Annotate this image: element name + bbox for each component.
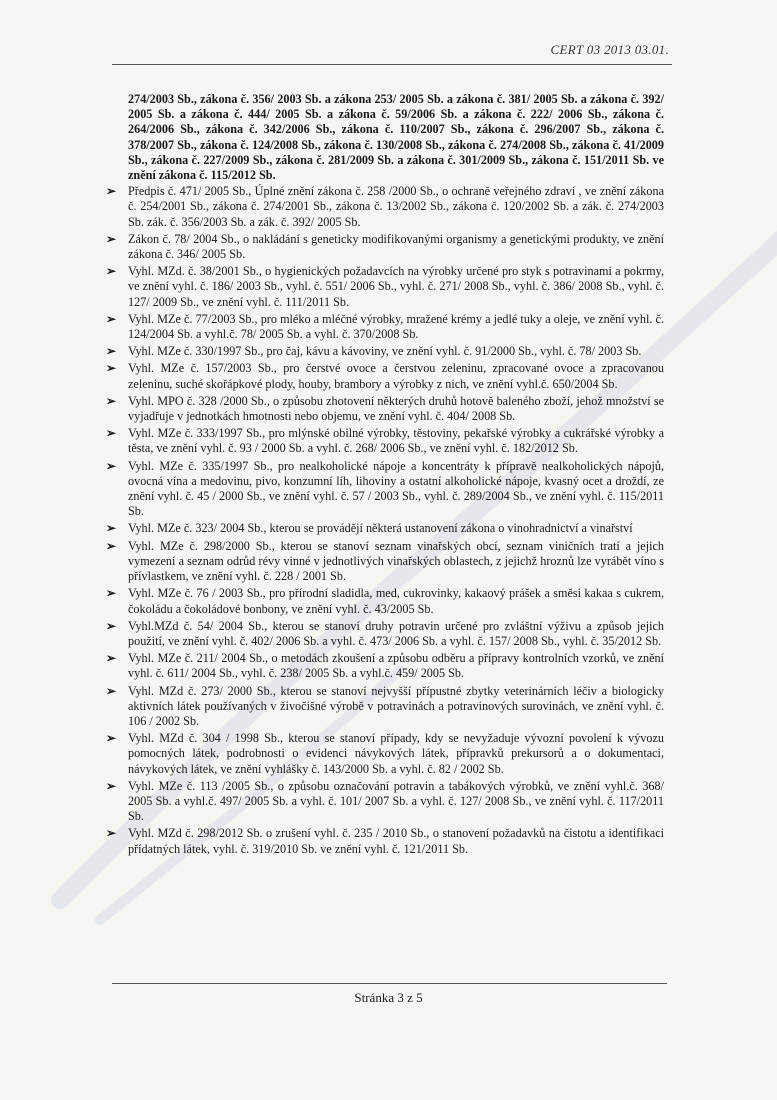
list-item-text: Vyhl. MZd č. 304 / 1998 Sb., kterou se stanoví případy, kdy se nevyžaduje vývozní povolení k vývozu pomocných látek, podrobnosti o evidenci návykových látek, přípravků prekursorů a o dokumentaci, návykových látek, ve znění vyhlášky č. 143/2000 Sb. a vyhl. č. 82 / 2002 Sb. bbox=[128, 731, 664, 776]
list-item bbox=[106, 619, 664, 649]
list-item-text: Vyhl. MZd č. 273/ 2000 Sb., kterou se stanoví nejvyšší přípustné zbytky veterinárních léčiv a biologicky aktivních látek používaných v živočišné výrobě v potravinách a potravinových surovinách, ve znění vyhl. č. 106 / 2002 Sb. bbox=[128, 683, 664, 728]
list-item-text: Předpis č. 471/ 2005 Sb., Úplné znění zákona č. 258 /2000 Sb., o ochraně veřejného zdraví , ve znění zákona č. 254/2001 Sb., zákona č. 274/2001 Sb., zákona č. 13/2002 Sb., zákona č. 120/2002 Sb. a zák. č. 274/2003 Sb. zák. č. 356/2003 Sb. a zák. č. 392/ 2005 Sb. bbox=[128, 184, 664, 229]
bullet-arrow-icon: ➢ bbox=[106, 361, 117, 376]
list-item bbox=[106, 651, 664, 681]
list-item bbox=[106, 586, 664, 616]
list-item-text: Vyhl. MZe č. 211/ 2004 Sb., o metodách zkoušení a způsobu odběru a přípravy kontrolních vzorků, ve znění vyhl. č. 611/ 2004 Sb., vyhl. č. 238/ 2005 Sb. a vyhl.č. 459/ 2005 Sb. bbox=[128, 651, 664, 681]
list-item-text: Vyhl. MZe č. 77/2003 Sb., pro mléko a mléčné výrobky, mražené krémy a jedlé tuky a oleje, ve znění vyhl. č. 124/2004 Sb. a vyhl.č. 78/ 2005 Sb. a vyhl. č. 370/2008 Sb. bbox=[128, 311, 664, 342]
page-body bbox=[106, 92, 664, 859]
bullet-arrow-icon: ➢ bbox=[106, 778, 117, 793]
list-item-text: Vyhl. MZd. č. 38/2001 Sb., o hygienických požadavcích na výrobky určené pro styk s potravinami a pokrmy, ve znění vyhl. č. 186/ 2003 Sb., vyhl. č. 551/ 2006 Sb., vyhl. č. 271/ 2008 Sb., vyhl. č. 386/ 2008 Sb., vyhl. č. 127/ 2009 Sb., ve znění vyhl. č. 111/2011 Sb. bbox=[128, 264, 664, 309]
bullet-arrow-icon: ➢ bbox=[106, 731, 117, 746]
list-item bbox=[106, 426, 664, 456]
list-item bbox=[106, 521, 664, 536]
bullet-arrow-icon: ➢ bbox=[106, 426, 117, 441]
bullet-arrow-icon: ➢ bbox=[106, 458, 117, 473]
bullet-arrow-icon: ➢ bbox=[106, 651, 117, 666]
bullet-arrow-icon: ➢ bbox=[106, 521, 117, 536]
list-item bbox=[106, 232, 664, 262]
bullet-arrow-icon: ➢ bbox=[106, 826, 117, 841]
list-item-text: Vyhl. MZe č. 298/2000 Sb., kterou se stanoví seznam vinařských obcí, seznam viničních tratí a jejich vymezení a seznam odrůd révy vinné v jednotlivých vinařských oblastech, z jejichž hroznů lze vyrábět víno s přívlastkem, ve znění vyhl. č. 228 / 2001 Sb. bbox=[128, 538, 664, 584]
bullet-arrow-icon: ➢ bbox=[106, 586, 117, 601]
bullet-arrow-icon: ➢ bbox=[106, 311, 117, 326]
list-item-text: Vyhl. MZe č. 330/1997 Sb., pro čaj, kávu a kávoviny, ve znění vyhl. č. 91/2000 Sb., vyhl. č. 78/ 2003 Sb. bbox=[128, 344, 642, 359]
list-item bbox=[106, 731, 664, 777]
list-item bbox=[106, 312, 664, 342]
bullet-arrow-icon: ➢ bbox=[106, 393, 117, 408]
list-item-text: Zákon č. 78/ 2004 Sb., o nakládání s geneticky modifikovanými organismy a genetickými produkty, ve znění zákona č. 346/ 2005 Sb. bbox=[128, 231, 664, 262]
bullet-arrow-icon: ➢ bbox=[106, 683, 117, 698]
list-item-text: Vyhl. MZe č. 323/ 2004 Sb., kterou se provádějí některá ustanovení zákona o vinohradnictví a vinařství bbox=[128, 521, 633, 536]
document-code-header: CERT 03 2013 03.01. bbox=[550, 42, 669, 57]
list-item-text: Vyhl. MZe č. 113 /2005 Sb., o způsobu označování potravin a tabákových výrobků, ve znění vyhl.č. 368/ 2005 Sb. a vyhl.č. 497/ 2005 Sb. a vyhl. č. 101/ 2007 Sb. a vyhl. č. 127/ 2008 Sb., ve znění vyhl. č. 117/2011 Sb. bbox=[128, 778, 664, 824]
list-item-text: Vyhl. MZd č. 298/2012 Sb. o zrušení vyhl. č. 235 / 2010 Sb., o stanovení požadavků na čistotu a identifikaci přídatných látek, vyhl. č. 319/2010 Sb. ve znění vyhl. č. 121/2011 Sb. bbox=[128, 826, 664, 856]
list-item bbox=[106, 394, 664, 424]
bullet-arrow-icon: ➢ bbox=[106, 618, 117, 633]
bullet-arrow-icon: ➢ bbox=[106, 231, 117, 246]
list-item bbox=[106, 539, 664, 585]
page-number: Stránka 3 z 5 bbox=[354, 990, 423, 1005]
bullet-arrow-icon: ➢ bbox=[106, 344, 117, 359]
legislation-list bbox=[106, 184, 664, 857]
list-item-text: Vyhl. MZe č. 333/1997 Sb., pro mlýnské obilné výrobky, těstoviny, pekařské výrobky a cukrářské výrobky a těsta, ve znění vyhl. č. 93 / 2000 Sb. a vyhl. č. 268/ 2006 Sb., ve znění vyhl. č. 182/2012 Sb. bbox=[128, 426, 664, 456]
intro-paragraph: 274/2003 Sb., zákona č. 356/ 2003 Sb. a zákona 253/ 2005 Sb. a zákona č. 381/ 2005 Sb. a zákona č. 392/ 2005 Sb. a zákona č. 444/ 2005 Sb. a zákona č. 59/2006 Sb. a zákona č. 222/ 2006 Sb., zákona č. 264/2006 Sb., zákona č. 342/2006 Sb., zákona č. 110/2007 Sb., zákona č. 296/2007 Sb., zákona č. 378/2007 Sb., zákona č. 124/2008 Sb., zákona č. 130/2008 Sb., zákona č. 274/2008 Sb., zákona č. 41/2009 Sb., zákona č. 227/2009 Sb., zákona č. 281/2009 Sb. a zákona č. 301/2009 Sb., zákona č. 151/2011 Sb. ve znění zákona č. 115/2012 Sb. bbox=[128, 92, 664, 183]
list-item bbox=[106, 361, 664, 391]
list-item-text: Vyhl. MZe č. 76 / 2003 Sb., pro přírodní sladidla, med, cukrovinky, kakaový prášek a směsi kakaa s cukrem, čokoládu a čokoládové bonbony, ve znění vyhl. č. 43/2005 Sb. bbox=[128, 586, 664, 616]
list-item bbox=[106, 184, 664, 230]
list-item bbox=[106, 779, 664, 825]
bullet-arrow-icon: ➢ bbox=[106, 184, 117, 199]
list-item-text: Vyhl. MZe č. 157/2003 Sb., pro čerstvé ovoce a čerstvou zeleninu, zpracované ovoce a zpracovanou zeleninu, suché skořápkové plody, houby, brambory a výrobky z nich, ve znění vyhl.č. 650/2004 Sb. bbox=[128, 361, 664, 391]
bullet-arrow-icon: ➢ bbox=[106, 538, 117, 553]
list-item-text: Vyhl. MPO č. 328 /2000 Sb., o způsobu zhotovení některých druhů hotově baleného zboží, jehož množství se vyjadřuje v jednotkách hmotnosti nebo objemu, ve znění vyhl. č. 404/ 2008 Sb. bbox=[128, 393, 664, 424]
list-item bbox=[106, 344, 664, 359]
list-item-text: Vyhl.MZd č. 54/ 2004 Sb., kterou se stanoví druhy potravin určené pro zvláštní výživu a způsob jejich použití, ve znění vyhl. č. 402/ 2006 Sb. a vyhl. č. 473/ 2006 Sb. a vyhl. č. 157/ 2008 Sb., vyhl. č. 35/2012 Sb. bbox=[128, 618, 664, 648]
header-divider bbox=[112, 64, 672, 65]
bullet-arrow-icon: ➢ bbox=[106, 264, 117, 279]
list-item bbox=[106, 684, 664, 730]
list-item-text: Vyhl. MZe č. 335/1997 Sb., pro nealkoholické nápoje a koncentráty k přípravě nealkoholických nápojů, ovocná vína a medovinu, pivo, konzumní líh, lihoviny a ostatní alkoholické nápoje, kvasný ocet a droždí, ze znění vyhl. č. 45 / 2000 Sb., ve znění vyhl. č. 57 / 2003 Sb., vyhl. č. 289/2004 Sb., ve znění vyhl. č. 115/2011 Sb. bbox=[128, 458, 664, 519]
footer-divider bbox=[112, 983, 667, 984]
list-item bbox=[106, 264, 664, 310]
list-item bbox=[106, 826, 664, 856]
list-item bbox=[106, 459, 664, 520]
